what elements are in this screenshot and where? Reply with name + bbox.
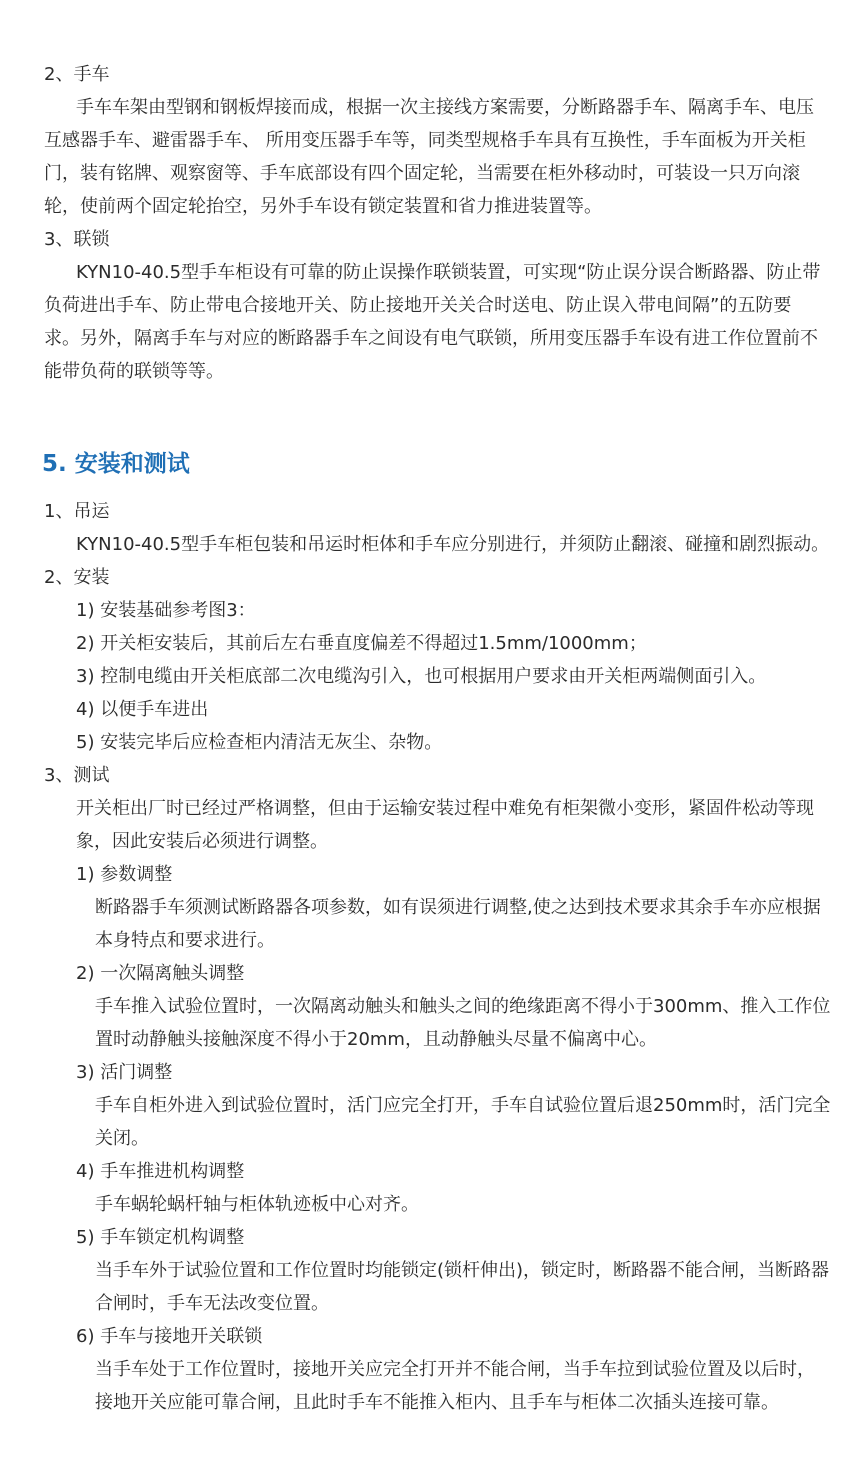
test-item-title: 3) 活门调整 xyxy=(76,1062,173,1083)
interlock-text-line: 负荷进出手车、防止带电合接地开关、防止接地开关关合时送电、防止误入带电间隔”的五防要 xyxy=(44,295,792,316)
handcart-text-line: 互感器手车、避雷器手车、 所用变压器手车等，同类型规格手车具有互换性，手车面板为开关柜 xyxy=(44,130,806,151)
interlock-title: 3、联锁 xyxy=(44,229,110,250)
test-item-title: 6) 手车与接地开关联锁 xyxy=(76,1326,263,1347)
test-item-title: 4) 手车推进机构调整 xyxy=(76,1161,245,1182)
test-item-text: 本身特点和要求进行。 xyxy=(95,930,275,951)
test-item-text: 当手车外于试验位置和工作位置时均能锁定(锁杆伸出)，锁定时，断路器不能合闸，当断路器 xyxy=(95,1260,830,1281)
test-item-text: 断路器手车须测试断路器各项参数，如有误须进行调整,使之达到技术要求其余手车亦应根据 xyxy=(95,897,821,918)
test-item-text: 接地开关应能可靠合闸，且此时手车不能推入柜内、且手车与柜体二次插头连接可靠。 xyxy=(95,1392,779,1413)
test-item-text: 当手车处于工作位置时，接地开关应完全打开并不能合闸，当手车拉到试验位置及以后时， xyxy=(95,1359,815,1380)
install-item: 5) 安装完毕后应检查柜内清洁无灰尘、杂物。 xyxy=(76,732,443,753)
test-item-text: 合闸时，手车无法改变位置。 xyxy=(95,1293,329,1314)
test-intro-line: 象，因此安装后必须进行调整。 xyxy=(76,831,328,852)
test-item-text: 手车推入试验位置时，一次隔离动触头和触头之间的绝缘距离不得小于300mm、推入工作位 xyxy=(95,996,831,1017)
interlock-text-line: 求。另外，隔离手车与对应的断路器手车之间设有电气联锁，所用变压器手车设有进工作位置前不 xyxy=(44,328,818,349)
test-title: 3、测试 xyxy=(44,765,110,786)
interlock-text-line: KYN10-40.5型手车柜设有可靠的防止误操作联锁装置，可实现“防止误分误合断路器、防止带 xyxy=(76,262,821,283)
install-item: 2) 开关柜安装后，其前后左右垂直度偏差不得超过1.5mm/1000mm； xyxy=(76,633,647,654)
handcart-title: 2、手车 xyxy=(44,64,110,85)
test-item-title: 5) 手车锁定机构调整 xyxy=(76,1227,245,1248)
install-item: 3) 控制电缆由开关柜底部二次电缆沟引入，也可根据用户要求由开关柜两端侧面引入。 xyxy=(76,666,767,687)
test-item-text: 手车自柜外进入到试验位置时，活门应完全打开，手车自试验位置后退250mm时，活门完全 xyxy=(95,1095,831,1116)
install-item: 1) 安装基础参考图3： xyxy=(76,600,256,621)
handcart-text-line: 手车车架由型钢和钢板焊接而成，根据一次主接线方案需要，分断路器手车、隔离手车、电压 xyxy=(76,97,814,118)
handcart-text-line: 轮，使前两个固定轮抬空，另外手车设有锁定装置和省力推进装置等。 xyxy=(44,196,602,217)
test-item-title: 1) 参数调整 xyxy=(76,864,173,885)
interlock-text-line: 能带负荷的联锁等等。 xyxy=(44,361,224,382)
lifting-text: KYN10-40.5型手车柜包装和吊运时柜体和手车应分别进行，并须防止翻滚、碰撞和剧烈振动。 xyxy=(76,534,830,555)
test-item-text: 手车蜗轮蜗杆轴与柜体轨迹板中心对齐。 xyxy=(95,1194,419,1215)
section-heading: 5. 安装和测试 xyxy=(42,451,190,477)
install-title: 2、安装 xyxy=(44,567,110,588)
test-item-text: 置时动静触头接触深度不得小于20mm，且动静触头尽量不偏离中心。 xyxy=(95,1029,657,1050)
install-item: 4) 以便手车进出 xyxy=(76,699,209,720)
handcart-text-line: 门，装有铭牌、观察窗等、手车底部设有四个固定轮，当需要在柜外移动时，可装设一只万向滚 xyxy=(44,163,800,184)
test-item-title: 2) 一次隔离触头调整 xyxy=(76,963,245,984)
lifting-title: 1、吊运 xyxy=(44,501,110,522)
test-intro-line: 开关柜出厂时已经过严格调整，但由于运输安装过程中难免有柜架微小变形，紧固件松动等现 xyxy=(76,798,814,819)
test-item-text: 关闭。 xyxy=(95,1128,149,1149)
